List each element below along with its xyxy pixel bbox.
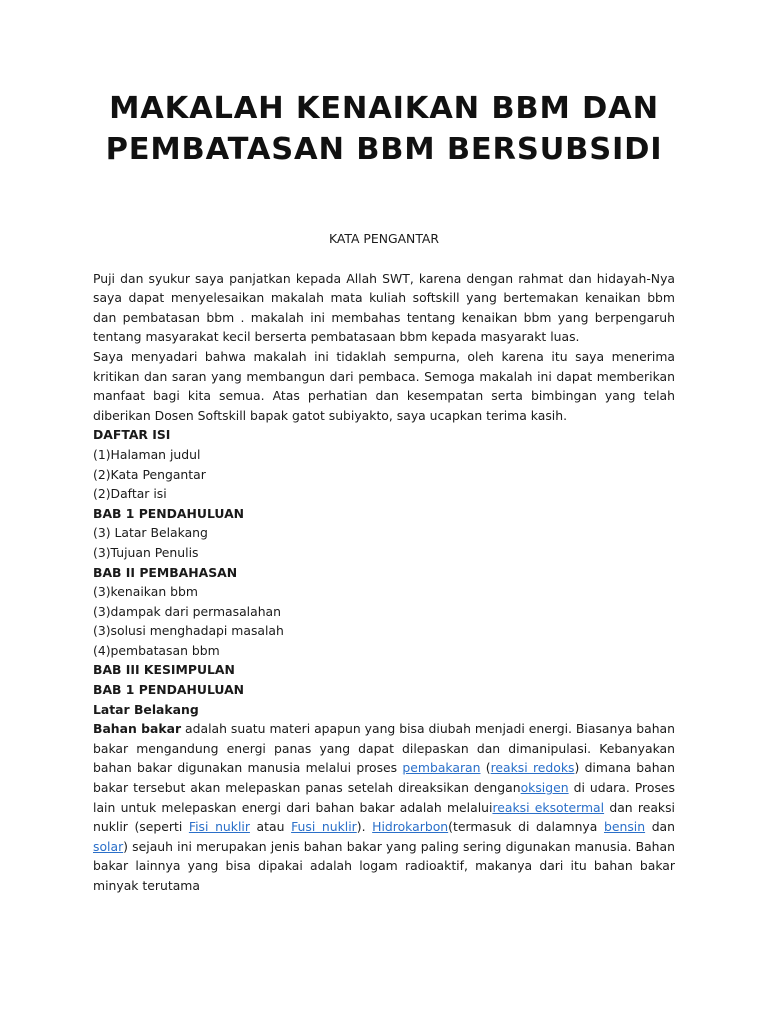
toc-item: (3)kenaikan bbm xyxy=(93,584,198,600)
daftar-isi-heading: DAFTAR ISI xyxy=(93,427,171,443)
text-run: ( xyxy=(480,760,491,776)
inline-link[interactable]: reaksi eksotermal xyxy=(492,799,605,815)
title-line-2: PEMBATASAN BBM BERSUBSIDI xyxy=(105,132,663,167)
table-of-contents xyxy=(93,445,675,680)
inline-link[interactable]: solar xyxy=(93,838,124,854)
toc-item: BAB II PEMBAHASAN xyxy=(93,564,238,580)
text-run: di udara. Proses lain untuk melepaskan energi dari bahan bakar adalah melalui xyxy=(93,780,675,815)
text-run: dan reaksi nuklir (seperti xyxy=(93,799,675,835)
document-body xyxy=(93,229,675,896)
inline-link[interactable]: Fisi nuklir xyxy=(188,819,250,835)
text-run: ) dimana bahan bakar tersebut akan melepaskan panas setelah direaksikan dengan xyxy=(93,760,675,796)
body-paragraph xyxy=(93,719,675,895)
text-run: atau xyxy=(249,819,292,835)
bab1-heading: BAB 1 PENDAHULUAN xyxy=(93,682,245,698)
toc-item: (3)Tujuan Penulis xyxy=(93,544,199,560)
intro-paragraph-2: Saya menyadari bahwa makalah ini tidaklah sempurna, oleh karena itu saya menerima kritikan dan saran yang membangun dari pembaca. Semoga makalah ini dapat memberikan manfaat bagi kita semua. Atas perhatian dan kesempatan serta bimbingan yang telah diberikan Dosen Softskill bapak gatot subiyakto, saya ucapkan terima kasih. xyxy=(93,348,675,423)
toc-item: (3) Latar Belakang xyxy=(93,525,208,541)
inline-link[interactable]: bensin xyxy=(603,819,646,835)
bold-term: Bahan bakar xyxy=(93,721,182,737)
text-run: (termasuk di dalamnya xyxy=(448,819,604,835)
text-run: ) sejauh ini merupakan jenis bahan bakar yang paling sering digunakan manusia. Bahan bakar lainnya yang bisa dipakai adalah logam radioaktif, makanya dari itu bahan bakar minyak terutama xyxy=(93,838,675,893)
text-run: dan xyxy=(645,819,676,835)
toc-item: (4)pembatasan bbm xyxy=(93,642,220,658)
text-run: ). xyxy=(356,819,373,835)
toc-item: (3)solusi menghadapi masalah xyxy=(93,623,284,639)
text-run: adalah suatu materi apapun yang bisa diubah menjadi energi. Biasanya bahan bakar mengandung energi panas yang dapat dilepaskan dan dimanipulasi. Kebanyakan bahan bakar digunakan manusia melalui proses xyxy=(93,721,675,776)
toc-item: (1)Halaman judul xyxy=(93,446,201,462)
inline-link[interactable]: reaksi redoks xyxy=(490,760,575,776)
intro-paragraph-1: Puji dan syukur saya panjatkan kepada Allah SWT, karena dengan rahmat dan hidayah-Nya saya dapat menyelesaikan makalah mata kuliah softskill yang bertemakan kenaikan bbm dan pembatasan bbm . makalah ini membahas tentang kenaikan bbm yang berpengaruh tentang masyarakat kecil berserta pembatasaan bbm kepada masyarakt luas. xyxy=(93,270,675,345)
document-title xyxy=(60,88,708,170)
inline-link[interactable]: oksigen xyxy=(520,780,569,796)
inline-link[interactable]: Fusi nuklir xyxy=(291,819,357,835)
toc-item: BAB 1 PENDAHULUAN xyxy=(93,505,245,521)
toc-item: (2)Daftar isi xyxy=(93,486,167,502)
latar-belakang-heading: Latar Belakang xyxy=(93,701,199,717)
title-line-1: MAKALAH KENAIKAN BBM DAN xyxy=(109,91,659,126)
toc-item: BAB III KESIMPULAN xyxy=(93,662,235,678)
toc-item: (3)dampak dari permasalahan xyxy=(93,603,281,619)
inline-link[interactable]: pembakaran xyxy=(402,760,481,776)
toc-item: (2)Kata Pengantar xyxy=(93,466,206,482)
inline-link[interactable]: Hidrokarbon xyxy=(372,819,449,835)
kata-pengantar-heading: KATA PENGANTAR xyxy=(328,231,440,246)
